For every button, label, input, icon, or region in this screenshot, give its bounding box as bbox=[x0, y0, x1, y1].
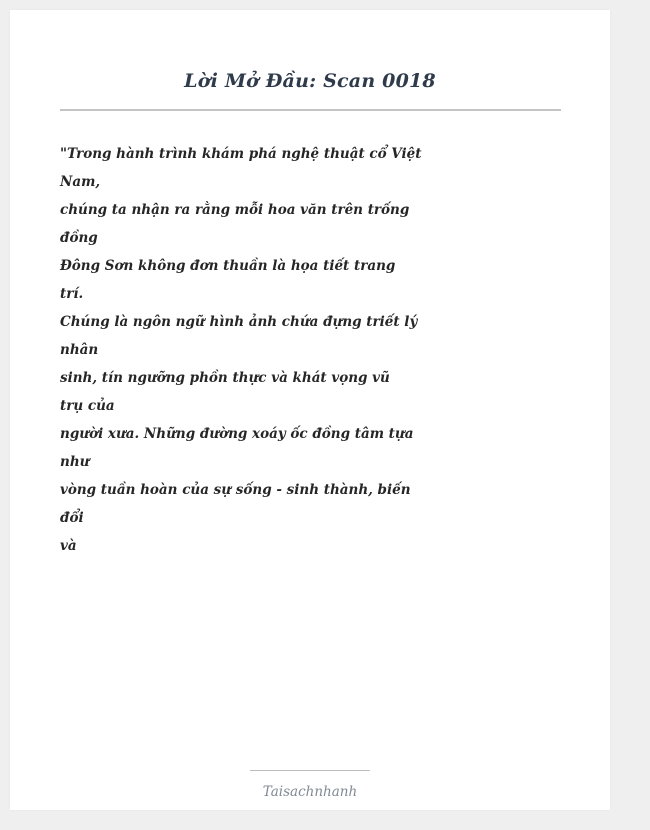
text-line: "Trong hành trình khám phá nghệ thuật cổ Việt bbox=[60, 146, 422, 162]
text-line: Nam, bbox=[60, 174, 101, 190]
text-line: chúng ta nhận ra rằng mỗi hoa văn trên trống bbox=[60, 202, 410, 218]
footer-source: Taisachnhanh bbox=[262, 784, 358, 800]
text-line: trụ của bbox=[60, 398, 115, 414]
body-text bbox=[60, 140, 422, 560]
text-line: đổi bbox=[60, 510, 84, 526]
text-line: Đông Sơn không đơn thuần là họa tiết trang bbox=[60, 258, 396, 274]
text-line: sinh, tín ngưỡng phồn thực và khát vọng vũ bbox=[60, 370, 390, 386]
text-line: và bbox=[60, 538, 77, 554]
footer-divider bbox=[250, 770, 370, 771]
page-title: Lời Mở Đầu: Scan 0018 bbox=[184, 70, 436, 92]
text-line: người xưa. Những đường xoáy ốc đồng tâm tựa bbox=[60, 426, 414, 442]
text-line: Chúng là ngôn ngữ hình ảnh chứa đựng triết lý bbox=[60, 314, 418, 330]
document-page bbox=[10, 10, 610, 810]
text-line: trí. bbox=[60, 286, 84, 302]
text-line: như bbox=[60, 454, 90, 470]
text-line: nhân bbox=[60, 342, 99, 358]
text-line: đồng bbox=[60, 230, 98, 246]
text-line: vòng tuần hoàn của sự sống - sinh thành, biến bbox=[60, 482, 411, 498]
title-divider bbox=[60, 109, 561, 111]
